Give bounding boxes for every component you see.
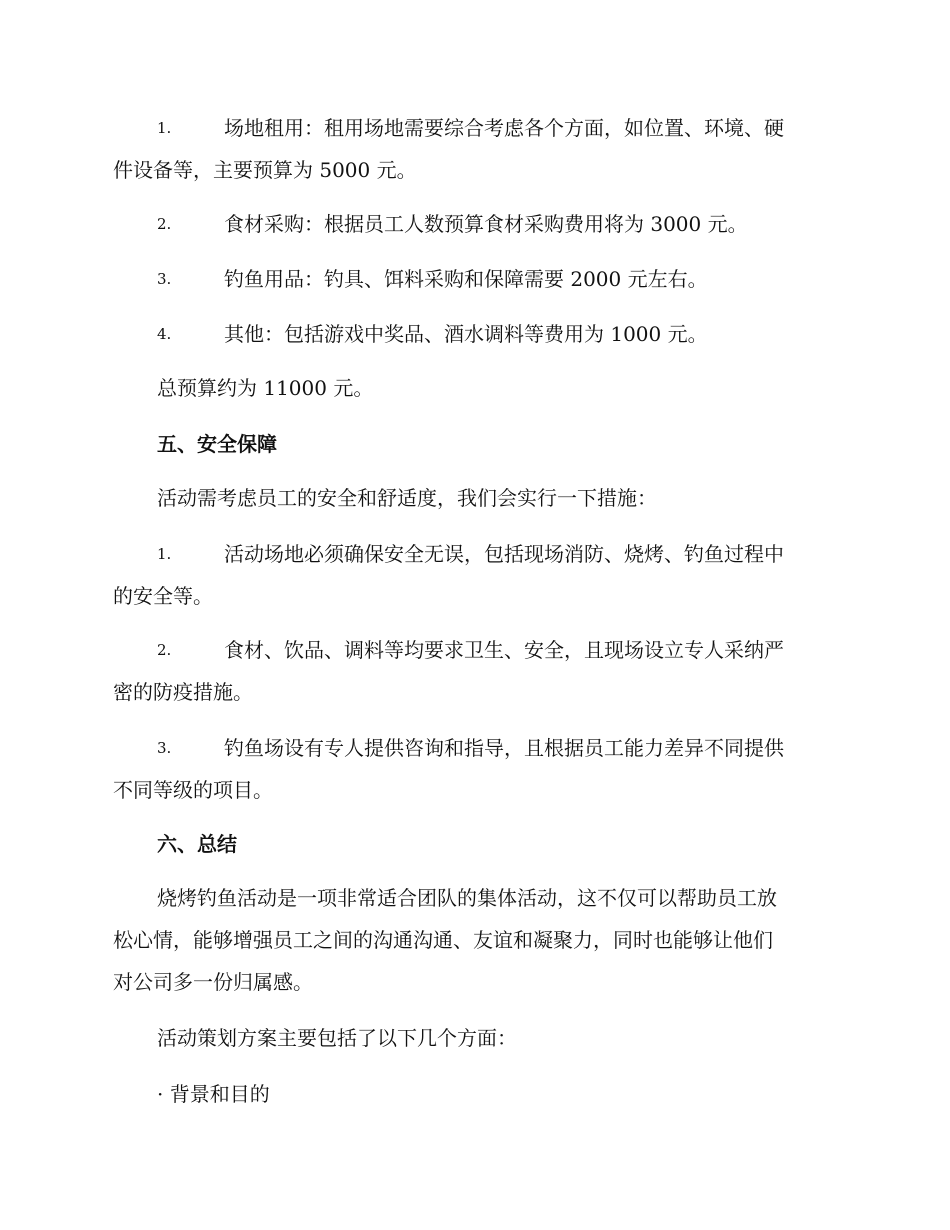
budget-item-1-text-cont: 件设备等，主要预算为 5000 元。 — [113, 158, 417, 182]
section5-heading: 五、安全保障 — [157, 432, 277, 456]
budget-item-2-text: 食材采购：根据员工人数预算食材采购费用将为 3000 元。 — [224, 212, 748, 236]
summary-line-1: 烧烤钓鱼活动是一项非常适合团队的集体活动，这不仅可以帮助员工放 — [157, 886, 777, 910]
budget-item-3-number: 3. — [157, 270, 172, 288]
summary-line-2: 松心情，能够增强员工之间的沟通沟通、友谊和凝聚力，同时也能够让他们 — [113, 928, 773, 952]
safety-item-1-text: 活动场地必须确保安全无误，包括现场消防、烧烤、钓鱼过程中 — [224, 542, 784, 566]
safety-item-3-text-cont: 不同等级的项目。 — [113, 778, 273, 802]
budget-item-4-number: 4. — [157, 325, 172, 343]
safety-item-1-text-cont: 的安全等。 — [113, 584, 213, 608]
budget-item-1-number: 1. — [157, 119, 172, 137]
bullet-item-background: · 背景和目的 — [157, 1082, 270, 1106]
section6-heading: 六、总结 — [157, 832, 237, 856]
budget-item-3-text: 钓鱼用品：钓具、饵料采购和保障需要 2000 元左右。 — [224, 267, 708, 291]
section5-intro: 活动需考虑员工的安全和舒适度，我们会实行一下措施： — [157, 486, 657, 510]
safety-item-2-number: 2. — [157, 641, 172, 659]
budget-item-4-text: 其他：包括游戏中奖品、酒水调料等费用为 1000 元。 — [224, 322, 708, 346]
summary-line-3: 对公司多一份归属感。 — [113, 970, 313, 994]
safety-item-2-text: 食材、饮品、调料等均要求卫生、安全，且现场设立专人采纳严 — [224, 638, 784, 662]
total-budget: 总预算约为 11000 元。 — [157, 376, 374, 400]
safety-item-2-text-cont: 密的防疫措施。 — [113, 680, 253, 704]
safety-item-1-number: 1. — [157, 545, 172, 563]
budget-item-1-text: 场地租用：租用场地需要综合考虑各个方面，如位置、环境、硬 — [224, 116, 784, 140]
safety-item-3-number: 3. — [157, 739, 172, 757]
budget-item-2-number: 2. — [157, 215, 172, 233]
plan-intro: 活动策划方案主要包括了以下几个方面： — [157, 1026, 517, 1050]
safety-item-3-text: 钓鱼场设有专人提供咨询和指导，且根据员工能力差异不同提供 — [224, 736, 784, 760]
